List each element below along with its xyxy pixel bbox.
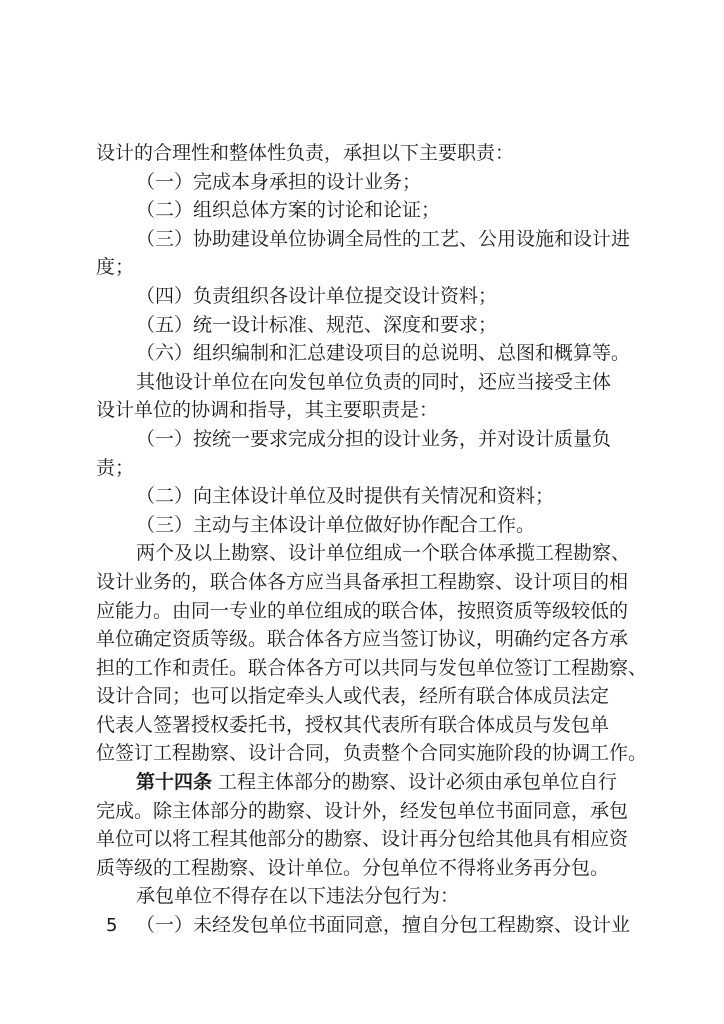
text-line: 担的工作和责任。联合体各方可以共同与发包单位签订工程勘察、 [96, 656, 648, 679]
text-line: 代表人签署授权委托书，授权其代表所有联合体成员与发包单 [96, 713, 610, 736]
text-line: 质等级的工程勘察、设计单位。分包单位不得将业务再分包。 [96, 856, 610, 879]
text-line: 设计业务的，联合体各方应当具备承担工程勘察、设计项目的相 [96, 570, 629, 593]
text-line: （五）统一设计标准、规范、深度和要求； [136, 313, 498, 336]
text-line: （一）未经发包单位书面同意，擅自分包工程勘察、设计业 [136, 914, 631, 937]
text-line: 单位可以将工程其他部分的勘察、设计再分包给其他具有相应资 [96, 828, 629, 851]
text-line: （三）协助建设单位协调全局性的工艺、公用设施和设计进 [136, 227, 631, 250]
text-line: 设计的合理性和整体性负责，承担以下主要职责： [96, 142, 515, 164]
text-line: 责； [96, 456, 135, 479]
article-number: 第十四条 [136, 771, 213, 794]
text-line: （一）按统一要求完成分担的设计业务，并对设计质量负 [136, 427, 612, 450]
text-line: 单位确定资质等级。联合体各方应当签订协议，明确约定各方承 [96, 628, 629, 651]
text-line: 位签订工程勘察、设计合同，负责整个合同实施阶段的协调工作。 [96, 742, 648, 765]
article-text: 工程主体部分的勘察、设计必须由承包单位自行 [212, 771, 618, 794]
text-line: （四）负责组织各设计单位提交设计资料； [136, 284, 498, 307]
text-line: （一）完成本身承担的设计业务； [136, 170, 422, 193]
text-line: 完成。除主体部分的勘察、设计外，经发包单位书面同意，承包 [96, 799, 629, 822]
text-line: 设计合同；也可以指定牵头人或代表，经所有联合体成员法定 [96, 685, 610, 708]
text-line: 承包单位不得存在以下违法分包行为： [136, 885, 460, 908]
text-line: （二）向主体设计单位及时提供有关情况和资料； [136, 485, 555, 508]
page-number: 5 [106, 915, 118, 936]
text-line: 两个及以上勘察、设计单位组成一个联合体承揽工程勘察、 [136, 542, 631, 565]
text-line: 度； [96, 256, 135, 279]
text-line: 设计单位的协调和指导，其主要职责是： [96, 399, 439, 422]
text-line: （二）组织总体方案的讨论和论证； [136, 199, 441, 222]
article-line [96, 768, 641, 797]
text-line: 应能力。由同一专业的单位组成的联合体，按照资质等级较低的 [96, 599, 629, 622]
text-line: （六）组织编制和汇总建设项目的总说明、总图和概算等。 [136, 342, 631, 365]
document-body [96, 139, 648, 940]
text-line: 其他设计单位在向发包单位负责的同时，还应当接受主体 [136, 370, 612, 393]
text-line: （三）主动与主体设计单位做好协作配合工作。 [136, 513, 536, 536]
